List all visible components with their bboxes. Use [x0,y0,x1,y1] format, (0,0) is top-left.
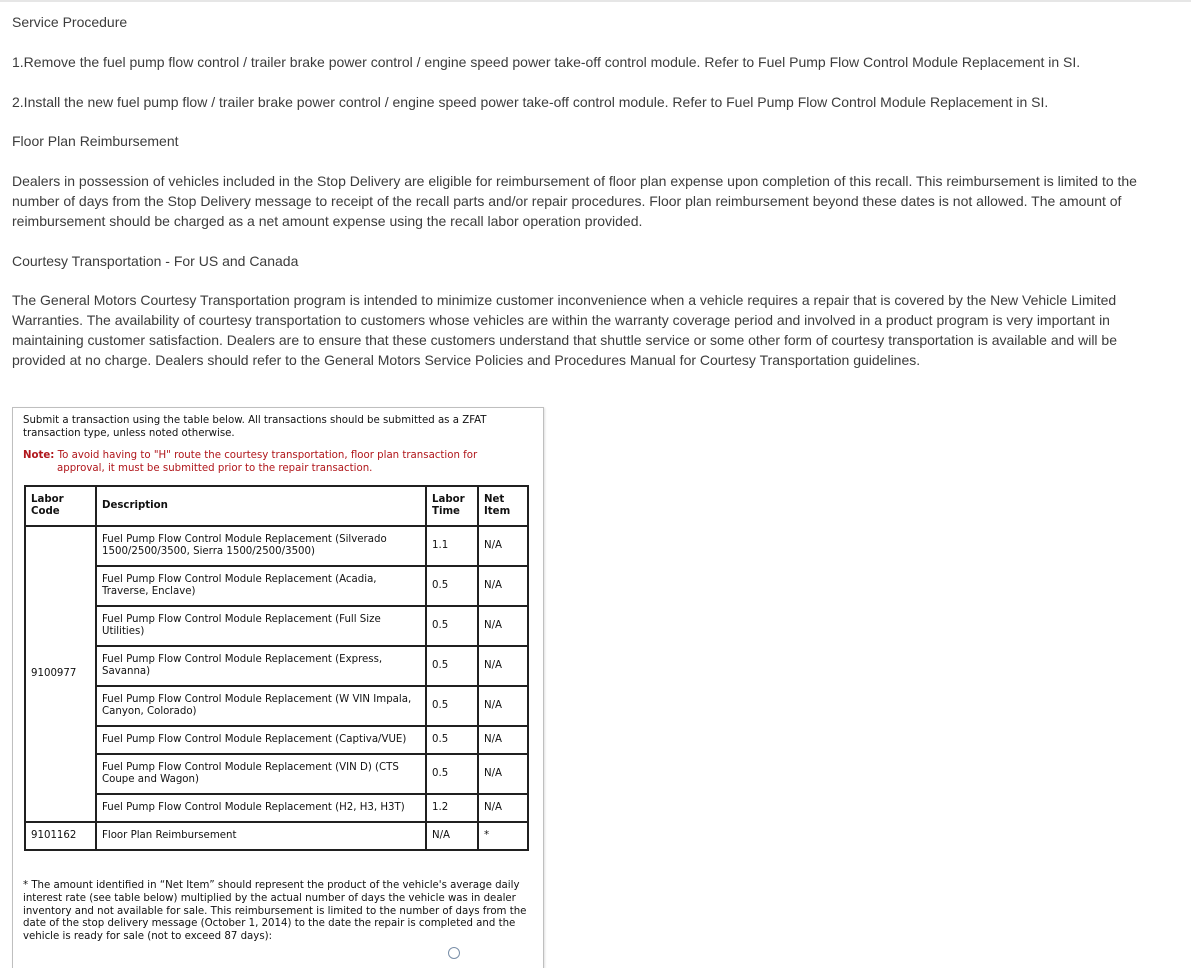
article-body [0,2,1162,371]
labor-table [24,485,529,851]
net-item-cell: * [478,822,528,850]
description-cell: Fuel Pump Flow Control Module Replacement (Silverado 1500/2500/3500, Sierra 1500/2500/3500) [96,526,426,566]
net-item-cell: N/A [478,726,528,754]
net-item-cell: N/A [478,566,528,606]
table-row [25,754,528,794]
description-cell: Fuel Pump Flow Control Module Replacement (Full Size Utilities) [96,606,426,646]
description-cell: Fuel Pump Flow Control Module Replacement (Express, Savanna) [96,646,426,686]
net-item-cell: N/A [478,526,528,566]
courtesy-title: Courtesy Transportation - For US and Canada [12,252,299,269]
net-item-cell: N/A [478,754,528,794]
labor-time-cell: 0.5 [426,686,478,726]
labor-time-cell: 0.5 [426,726,478,754]
labor-time-cell: 1.2 [426,794,478,822]
labor-code-cell: 9101162 [25,822,96,850]
net-item-cell: N/A [478,606,528,646]
floor-plan-title: Floor Plan Reimbursement [12,133,179,150]
table-header-row [25,486,528,526]
courtesy-text: The General Motors Courtesy Transportation program is intended to minimize customer inconvenience when a vehicle requires a repair that is covered by the New Vehicle Limited Warranties. The availability of courtesy transportation to customers whose vehicles are within the warranty coverage period and involved in a product program is very important in maintaining customer satisfaction. Dealers are to ensure that these customers understand that shuttle service or some other form of courtesy transportation is available and will be provided at no charge. Dealers should refer to the General Motors Service Policies and Procedures Manual for Courtesy Transportation guidelines. [12,292,1117,368]
description-cell: Fuel Pump Flow Control Module Replacement (VIN D) (CTS Coupe and Wagon) [96,754,426,794]
table-row [25,526,528,566]
description-cell: Floor Plan Reimbursement [96,822,426,850]
labor-time-cell: N/A [426,822,478,850]
table-row [25,726,528,754]
note-line-2: approval, it must be submitted prior to the repair transaction. [57,463,373,474]
net-item-cell: N/A [478,686,528,726]
header-labor-code: Labor Code [25,486,96,526]
section-title: Service Procedure [12,14,128,30]
description-cell: Fuel Pump Flow Control Module Replacement (Captiva/VUE) [96,726,426,754]
header-net-item: Net Item [478,486,528,526]
note-label: Note: [23,450,55,461]
procedure-step-2: 2.Install the new fuel pump flow / trailer brake power control / engine speed power take-off control module. Refer to Fuel Pump Flow Control Module Replacement in SI. [12,93,1049,110]
description-cell: Fuel Pump Flow Control Module Replacement (Acadia, Traverse, Enclave) [96,566,426,606]
table-row [25,646,528,686]
description-cell: Fuel Pump Flow Control Module Replacement (W VIN Impala, Canyon, Colorado) [96,686,426,726]
table-row [25,822,528,850]
transaction-note [23,449,503,475]
description-cell: Fuel Pump Flow Control Module Replacement (H2, H3, H3T) [96,794,426,822]
note-line-1: To avoid having to "H" route the courtesy transportation, floor plan transaction for [57,450,478,461]
labor-code-cell: 9100977 [25,526,96,822]
labor-time-cell: 0.5 [426,606,478,646]
procedure-step-1: 1.Remove the fuel pump flow control / trailer brake power control / engine speed power take-off control module. Refer to Fuel Pump Flow Control Module Replacement in SI. [12,53,1081,70]
header-description: Description [96,486,426,526]
labor-document-image [12,407,544,968]
labor-time-cell: 0.5 [426,566,478,606]
scroll-indicator-icon [448,947,460,959]
net-item-cell: N/A [478,646,528,686]
header-labor-time: Labor Time [426,486,478,526]
labor-time-cell: 1.1 [426,526,478,566]
table-row [25,794,528,822]
net-item-cell: N/A [478,794,528,822]
labor-time-cell: 0.5 [426,754,478,794]
table-row [25,566,528,606]
labor-time-cell: 0.5 [426,646,478,686]
table-row [25,606,528,646]
table-row [25,686,528,726]
net-item-footnote: * The amount identified in “Net Item” should represent the product of the vehicle's average daily interest rate (see table below) multiplied by the actual number of days the vehicle was in dealer inventory and not available for sale. This reimbursement is limited to the number of days from the date of the stop delivery message (October 1, 2014) to the date the repair is completed and the vehicle is ready for sale (not to exceed 87 days): [23,880,527,943]
floor-plan-text: Dealers in possession of vehicles included in the Stop Delivery are eligible for reimbursement of floor plan expense upon completion of this recall. This reimbursement is limited to the number of days from the Stop Delivery message to receipt of the recall parts and/or repair procedures. Floor plan reimbursement beyond these dates is not allowed. The amount of reimbursement should be charged as a net amount expense using the recall labor operation provided. [12,173,1137,229]
transaction-intro: Submit a transaction using the table below. All transactions should be submitted as a ZFAT transaction type, unless noted otherwise. [23,415,487,439]
